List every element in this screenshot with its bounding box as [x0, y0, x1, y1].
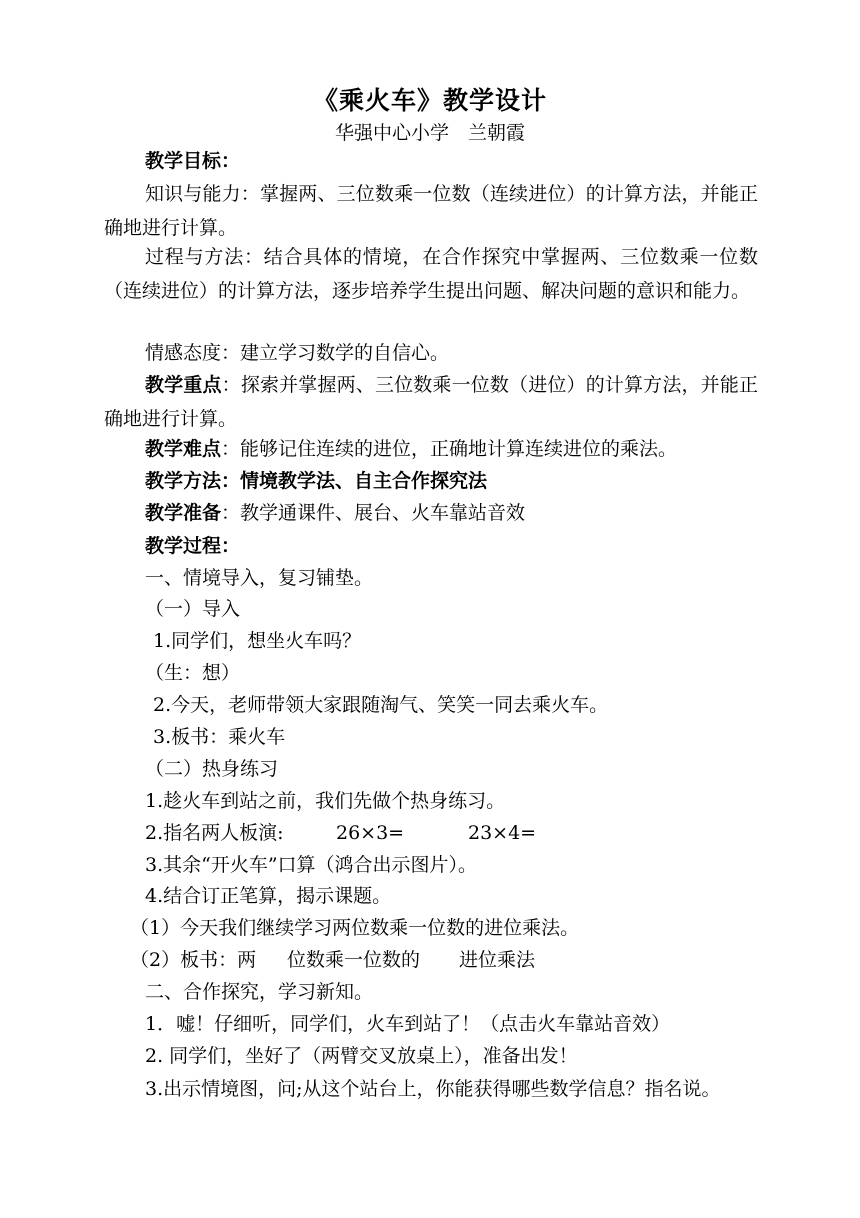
item1-3: 3.板书：乘火车 — [153, 726, 286, 748]
teaching-method: 教学方法：情境教学法、自主合作探究法 — [145, 470, 488, 492]
item3-2: 2. 同学们，坐好了（两臂交叉放桌上），准备出发！ — [145, 1045, 578, 1067]
teaching-difficulty-label: 教学难点 — [145, 438, 222, 460]
item2-4: 4.结合订正笔算，揭示课题。 — [145, 885, 392, 907]
item2-4b-part3: 进位乘法 — [459, 949, 536, 971]
item2-4b-part1: （2）板书：两 — [130, 949, 257, 971]
item2-2-label: 2.指名两人板演: — [145, 822, 284, 844]
teaching-prep-text: ：教学通课件、展台、火车靠站音效 — [221, 502, 526, 524]
part2-heading: 二、合作探究，学习新知。 — [145, 981, 374, 1003]
teaching-key-label: 教学重点 — [145, 374, 222, 396]
process-heading: 教学过程： — [145, 535, 241, 557]
item2-3: 3.其余“开火车”口算（鸿合出示图片）。 — [145, 854, 478, 876]
document-author: 华强中心小学 兰朝霞 — [334, 122, 525, 144]
teaching-key-text: ：探索并掌握两、三位数乘一位数（进位）的计算方法，并能正确地进行计算。 — [104, 374, 758, 430]
teaching-difficulty-text: ：能够记住连续的进位，正确地计算连续进位的乘法。 — [221, 438, 678, 460]
item2-4b-part2: 位数乘一位数的 — [287, 949, 421, 971]
item2-1: 1.趁火车到站之前，我们先做个热身练习。 — [145, 790, 506, 812]
document-title: 《乘火车》教学设计 — [312, 86, 547, 115]
item2-2-expr2: 23×4= — [468, 822, 537, 844]
goals-heading: 教学目标： — [145, 150, 241, 172]
teaching-difficulty — [145, 434, 677, 464]
item2-2-expr1: 26×3= — [336, 822, 405, 844]
sub1-heading: （一）导入 — [145, 598, 241, 620]
item1-2: 2.今天，老师带领大家跟随淘气、笑笑一同去乘火车。 — [153, 694, 609, 716]
item2-4a: （1）今天我们继续学习两位数乘一位数的进位乘法。 — [130, 917, 580, 939]
goal-knowledge: 知识与能力：掌握两、三位数乘一位数（连续进位）的计算方法，并能正确地进行计算。 — [104, 183, 758, 239]
part1-heading: 一、情境导入，复习铺垫。 — [145, 567, 374, 589]
teaching-prep — [145, 498, 525, 528]
sub2-heading: （二）热身练习 — [145, 758, 279, 780]
item3-1: 1．嘘！仔细听，同学们，火车到站了！（点击火车靠站音效） — [145, 1013, 671, 1035]
item1-1: 1.同学们，想坐火车吗？ — [153, 630, 362, 652]
goal-process: 过程与方法：结合具体的情境，在合作探究中掌握两、三位数乘一位数（连续进位）的计算方法，逐步培养学生提出问题、解决问题的意识和能力。 — [104, 246, 758, 302]
teaching-prep-label: 教学准备 — [145, 502, 222, 524]
teaching-key — [104, 368, 758, 436]
goal-emotion: 情感态度：建立学习数学的自信心。 — [145, 342, 450, 364]
item1-student: （生：想） — [145, 662, 241, 684]
item3-3: 3.出示情境图，问;从这个站台上，你能获得哪些数学信息？指名说。 — [145, 1078, 721, 1100]
